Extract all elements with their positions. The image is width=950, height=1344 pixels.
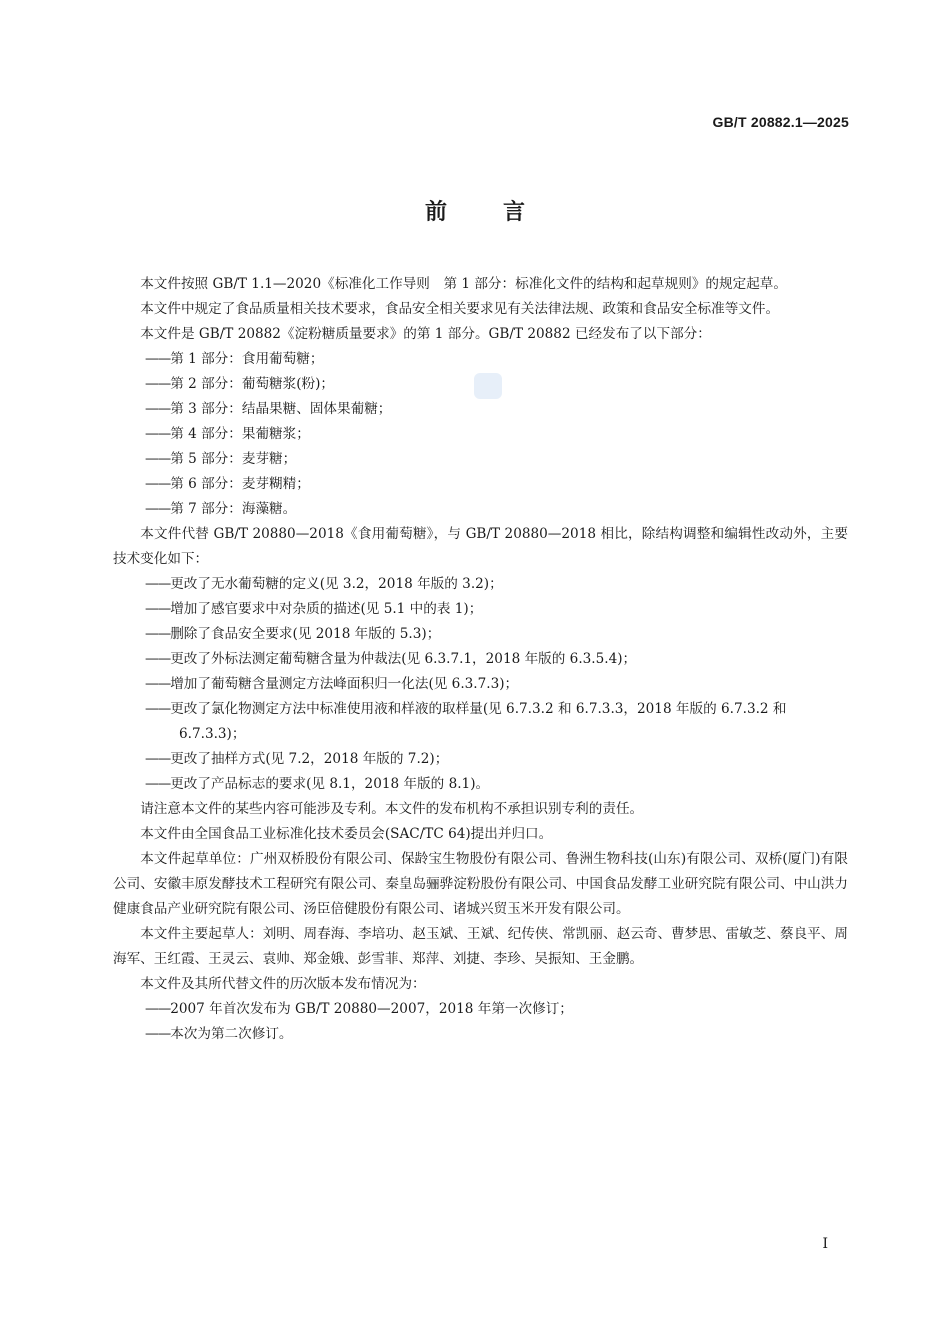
list-item: ——更改了无水葡萄糖的定义(见 3.2，2018 年版的 3.2)； [145, 576, 503, 592]
paragraph-part-info: 本文件是 GB/T 20882《淀粉糖质量要求》的第 1 部分。GB/T 20882 已经发布了以下部分： [140, 326, 711, 342]
list-item: ——增加了葡萄糖含量测定方法峰面积归一化法(见 6.3.7.3)； [145, 676, 519, 692]
list-item: ——2007 年首次发布为 GB/T 20880—2007，2018 年第一次修订； [145, 1001, 573, 1017]
list-item: ——增加了感官要求中对杂质的描述(见 5.1 中的表 1)； [145, 601, 483, 617]
parts-list [113, 347, 848, 522]
dash-mark: —— [145, 576, 171, 592]
dash-mark: —— [145, 501, 171, 517]
paragraph-drafting-rules: 本文件按照 GB/T 1.1—2020《标准化工作导则 第 1 部分：标准化文件的结构和起草规则》的规定起草。 [140, 276, 787, 292]
list-item: ——第 7 部分：海藻糖。 [145, 501, 297, 517]
history-list [113, 997, 848, 1047]
dash-mark: —— [145, 651, 171, 667]
dash-mark: —— [145, 1026, 171, 1042]
list-item: ——更改了氯化物测定方法中标准使用液和样液的取样量(见 6.7.3.2 和 6.7.3.3，2018 年版的 6.7.3.2 和 6.7.3.3)； [145, 701, 787, 742]
dash-mark: —— [145, 476, 171, 492]
dash-mark: —— [145, 451, 171, 467]
dash-mark: —— [145, 401, 171, 417]
dash-mark: —— [145, 426, 171, 442]
paragraph-scope-note: 本文件中规定了食品质量相关技术要求，食品安全相关要求见有关法律法规、政策和食品安全标准等文件。 [140, 301, 780, 317]
list-item: ——更改了外标法测定葡萄糖含量为仲裁法(见 6.3.7.1，2018 年版的 6.3.5.4)； [145, 651, 637, 667]
paragraph-drafters: 本文件主要起草人：刘明、周春海、李培功、赵玉斌、王斌、纪传侠、常凯丽、赵云奇、曹梦思、雷敏芝、蔡良平、周海军、王红霞、王灵云、袁帅、郑金娥、彭雪菲、郑萍、刘捷、李珍、吴振知、王金鹏。 [113, 926, 848, 967]
paragraph-history: 本文件及其所代替文件的历次版本发布情况为： [140, 976, 426, 992]
list-item: ——第 2 部分：葡萄糖浆(粉)； [145, 376, 335, 392]
list-item: ——更改了产品标志的要求(见 8.1，2018 年版的 8.1)。 [145, 776, 490, 792]
dash-mark: —— [145, 601, 171, 617]
dash-mark: —— [145, 751, 171, 767]
changes-list [113, 572, 848, 797]
dash-mark: —— [145, 351, 171, 367]
paragraph-patent-notice: 请注意本文件的某些内容可能涉及专利。本文件的发布机构不承担识别专利的责任。 [140, 801, 644, 817]
foreword-body [113, 272, 848, 1047]
dash-mark: —— [145, 626, 171, 642]
list-item: ——第 5 部分：麦芽糖； [145, 451, 297, 467]
dash-mark: —— [145, 1001, 171, 1017]
paragraph-proposer: 本文件由全国食品工业标准化技术委员会(SAC/TC 64)提出并归口。 [140, 826, 553, 842]
page-number: I [822, 1236, 828, 1252]
list-item: ——第 1 部分：食用葡萄糖； [145, 351, 324, 367]
list-item: ——第 6 部分：麦芽糊精； [145, 476, 310, 492]
list-item: ——第 4 部分：果葡糖浆； [145, 426, 310, 442]
list-item: ——删除了食品安全要求(见 2018 年版的 5.3)； [145, 626, 441, 642]
page-title: 前言 [424, 200, 581, 225]
list-item: ——第 3 部分：结晶果糖、固体果葡糖； [145, 401, 392, 417]
dash-mark: —— [145, 776, 171, 792]
list-item: ——本次为第二次修订。 [145, 1026, 293, 1042]
dash-mark: —— [145, 701, 171, 717]
paragraph-replacement: 本文件代替 GB/T 20880—2018《食用葡萄糖》，与 GB/T 20880—2018 相比，除结构调整和编辑性改动外，主要技术变化如下： [113, 526, 848, 567]
standard-code: GB/T 20882.1—2025 [712, 114, 849, 130]
list-item: ——更改了抽样方式(见 7.2，2018 年版的 7.2)； [145, 751, 449, 767]
paragraph-drafting-units: 本文件起草单位：广州双桥股份有限公司、保龄宝生物股份有限公司、鲁洲生物科技(山东)有限公司、双桥(厦门)有限公司、安徽丰原发酵技术工程研究有限公司、秦皇岛骊骅淀粉股份有限公司、中国食品发酵工业研究院有限公司、中山洪力健康食品产业研究院有限公司、汤臣倍健股份有限公司、诸城兴贸玉米开发有限公司。 [113, 851, 848, 917]
dash-mark: —— [145, 676, 171, 692]
dash-mark: —— [145, 376, 171, 392]
